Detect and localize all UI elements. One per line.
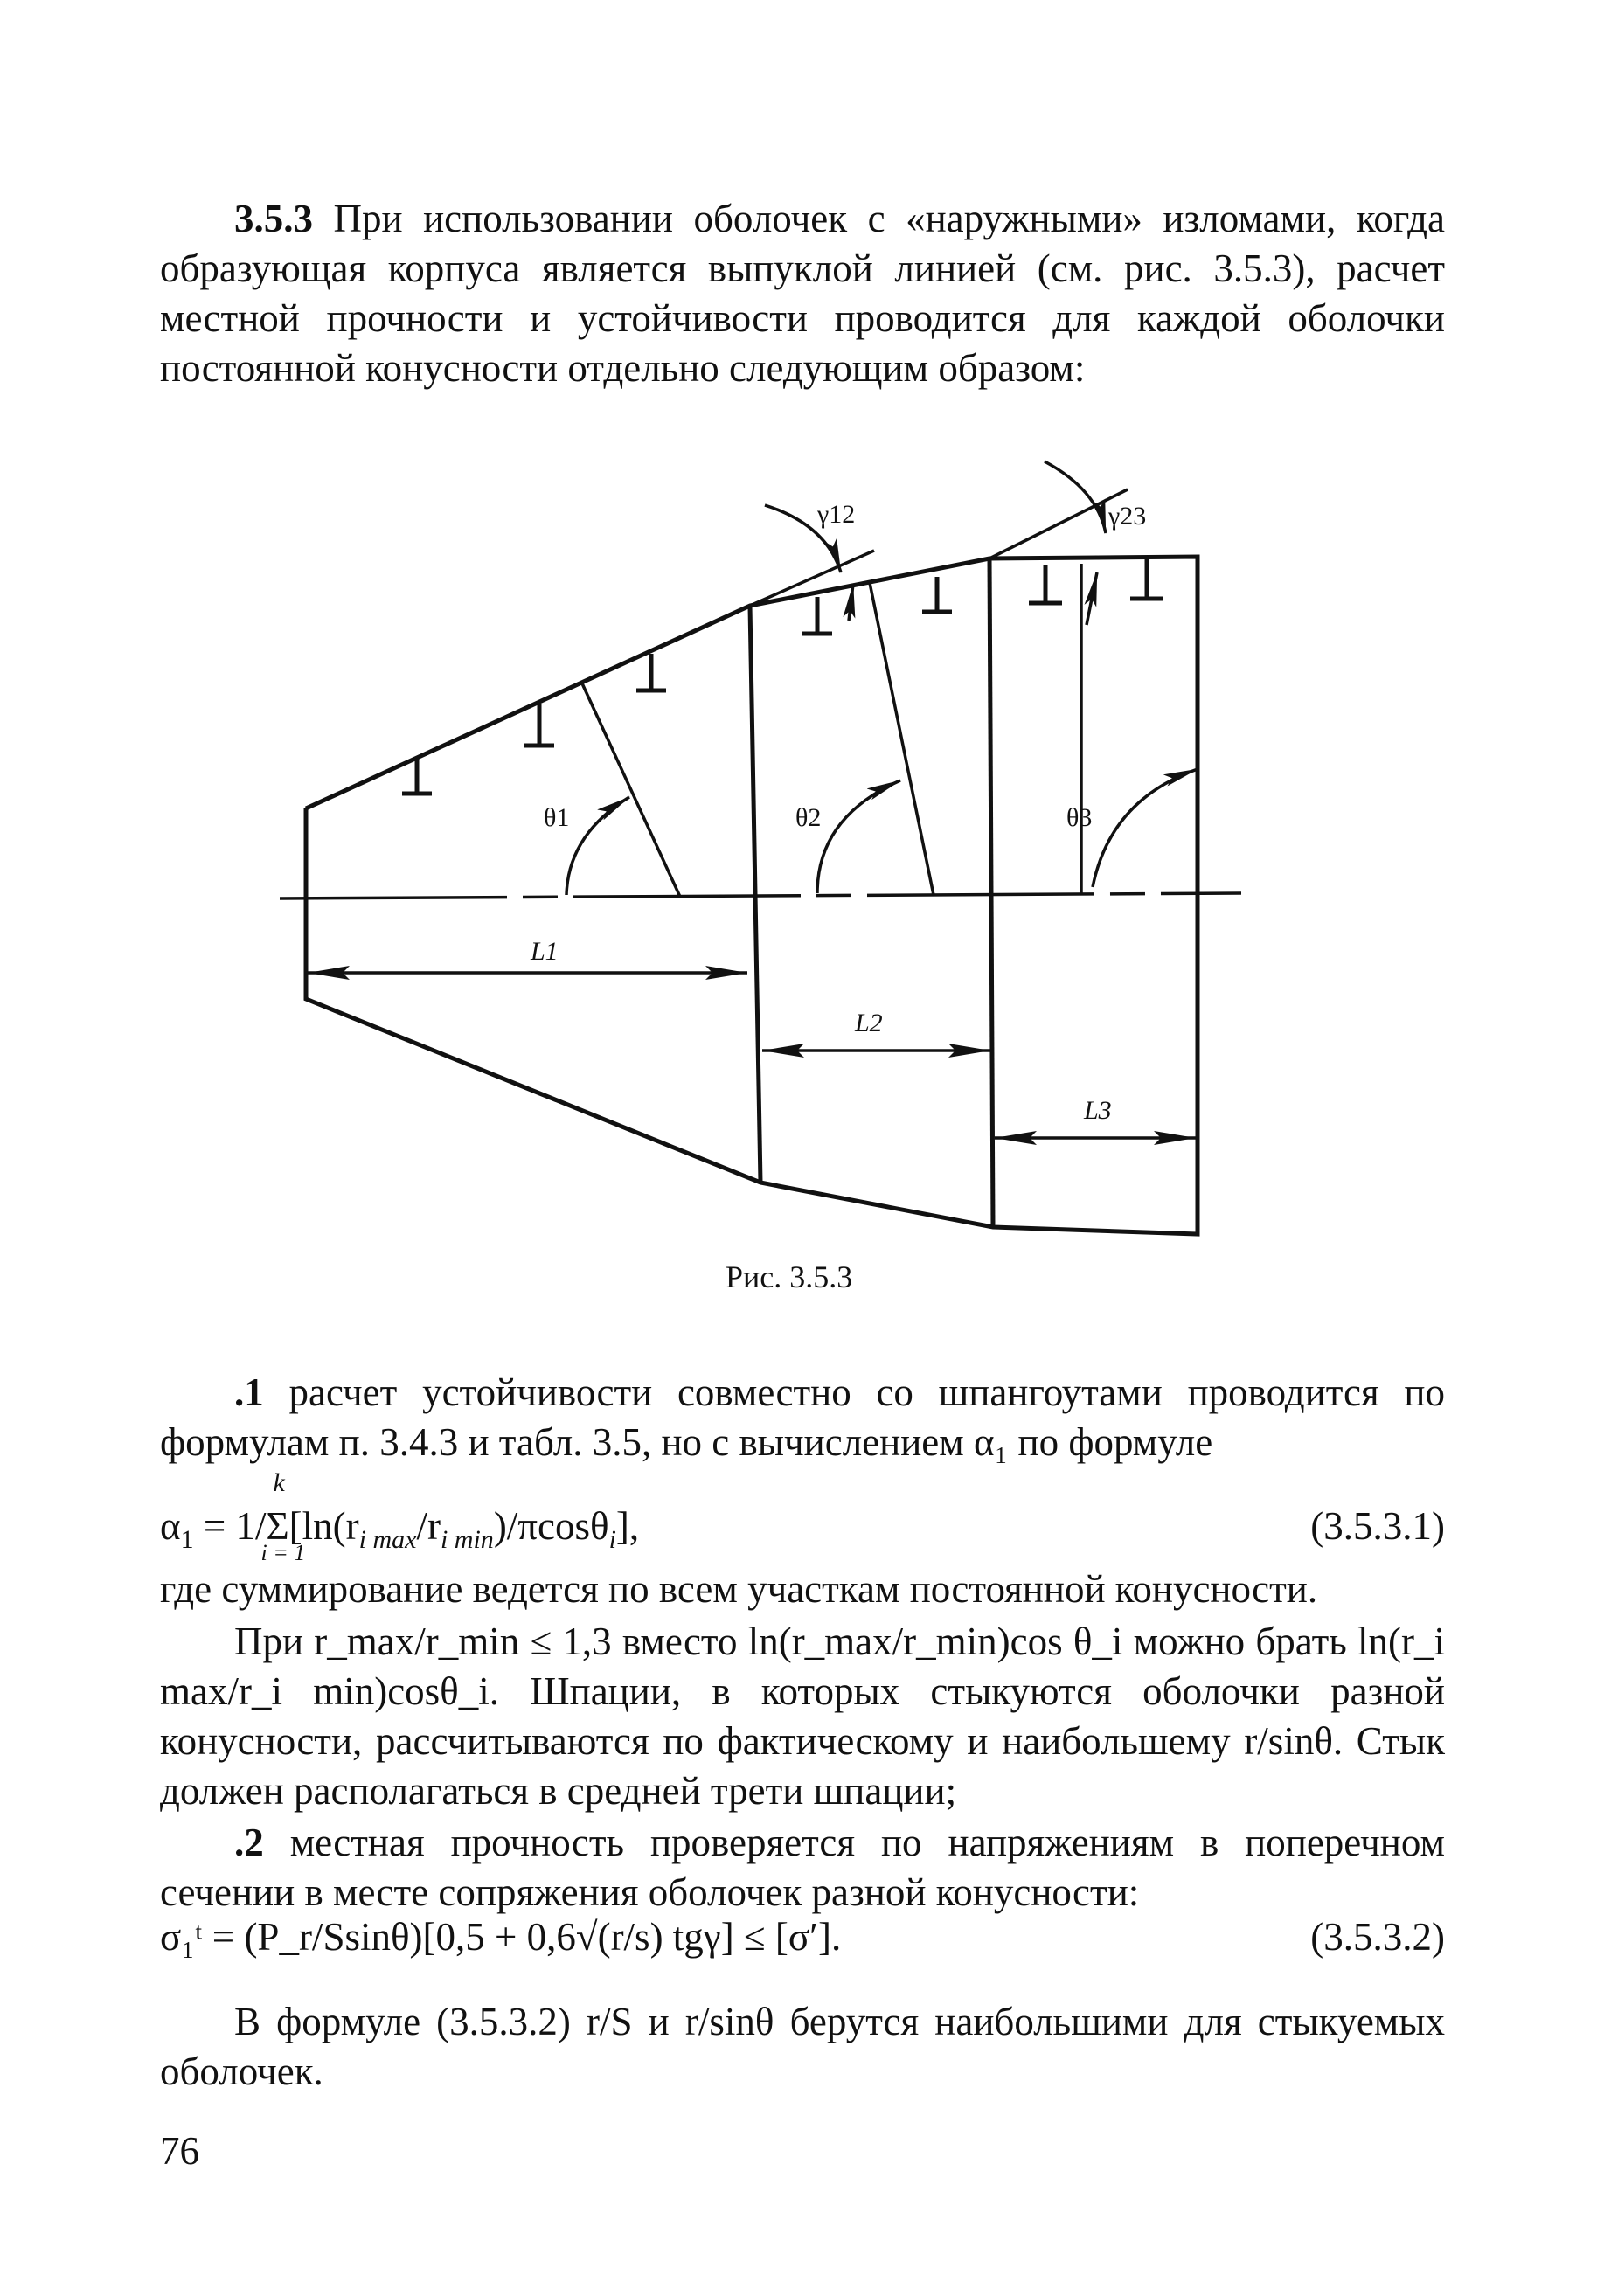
item-1-text: расчет устойчивости совместно со шпангоутами проводится по формулам п. 3.4.3 и табл. 3.5, но с вычислением α₁ по формуле: [160, 1370, 1445, 1464]
label-L2: L2: [855, 1009, 883, 1037]
intro-text: При использовании оболочек с «наружными» изломами, когда образующая корпуса является выпуклой линией (см. рис. 3.5.3), расчет местной прочности и устойчивости проводится для каждой оболочки постоянной конусности отдельно следующим образом:: [160, 197, 1445, 390]
item-1-number: .1: [234, 1370, 264, 1414]
label-gamma23: γ23: [1108, 502, 1147, 531]
clause-number: 3.5.3: [234, 197, 313, 240]
label-L3: L3: [1084, 1096, 1112, 1125]
item-2-text: местная прочность проверяется по напряжениям в поперечном сечении в месте сопряжения оболочек разной конусности:: [160, 1821, 1445, 1914]
formula1-imax: i max: [358, 1525, 417, 1554]
item-2-number: .2: [234, 1821, 264, 1864]
rmax-paragraph: При r_max/r_min ≤ 1,3 вместо ln(r_max/r_min)cos θ_i можно брать ln(r_i max/r_i min)cosθ_i. Шпации, в которых стыкуются оболочки разной конусности, рассчитываются по фактическому и наибольшему r/sinθ. Стык должен располагаться в средней трети шпации;: [160, 1620, 1445, 1813]
formula1-lhs: α: [160, 1504, 181, 1548]
label-theta2: θ2: [795, 803, 822, 832]
formula1-sum-top: k: [273, 1468, 285, 1497]
figure-caption: Рис. 3.5.3: [726, 1259, 853, 1294]
label-L1: L1: [531, 937, 559, 966]
formula1-tail: )/πcosθ: [493, 1504, 609, 1548]
formula1-number: (3.5.3.1): [1310, 1504, 1445, 1548]
label-gamma12: γ12: [817, 500, 856, 529]
formula1-close: ],: [615, 1504, 640, 1548]
theta1-arc: [566, 797, 629, 895]
formula1-lhs-sub: 1: [180, 1525, 194, 1554]
gamma12-arrow-bottom: [849, 584, 853, 621]
formula-3-5-3-2: [160, 1914, 1445, 1975]
extension-line-2: [989, 489, 1128, 558]
formula2-number: (3.5.3.2): [1310, 1915, 1445, 1959]
formula1-slash: /r: [416, 1504, 441, 1548]
stiffeners: [402, 559, 1163, 794]
item-1-paragraph: [160, 1368, 1445, 1467]
formula2-expression: σ₁ᵗ = (P_r/Ssinθ)[0,5 + 0,6√(r/s) tgγ] ≤ [σ′].: [160, 1915, 842, 1959]
note-paragraph: В формуле (3.5.3.2) r/S и r/sinθ берутся наибольшими для стыкуемых оболочек.: [160, 2000, 1445, 2093]
theta2-arc: [817, 780, 900, 893]
page-number: 76: [160, 2129, 199, 2173]
gamma23-arrow-bottom: [1087, 572, 1097, 625]
formula1-sum-bottom: i = 1: [260, 1540, 306, 1565]
label-theta3: θ3: [1066, 803, 1093, 832]
formula1-imin: i min: [440, 1525, 494, 1554]
formula1-eq: = 1/: [193, 1504, 267, 1548]
normal-line-1: [582, 683, 680, 897]
formula1-sum: Σ: [266, 1504, 289, 1548]
normal-line-2: [870, 583, 934, 895]
gamma23-arrow-top: [1045, 461, 1106, 533]
item-2-paragraph: [160, 1818, 1445, 1918]
label-theta1: θ1: [544, 803, 570, 832]
formula1-body: [ln(r: [288, 1504, 359, 1548]
extension-line-1: [750, 551, 874, 606]
sum-paragraph: где суммирование ведется по всем участкам постоянной конусности.: [160, 1567, 1318, 1611]
theta3-arc: [1093, 769, 1198, 887]
axis-line: [280, 893, 1241, 898]
formula1-end-sub: i: [608, 1525, 616, 1554]
